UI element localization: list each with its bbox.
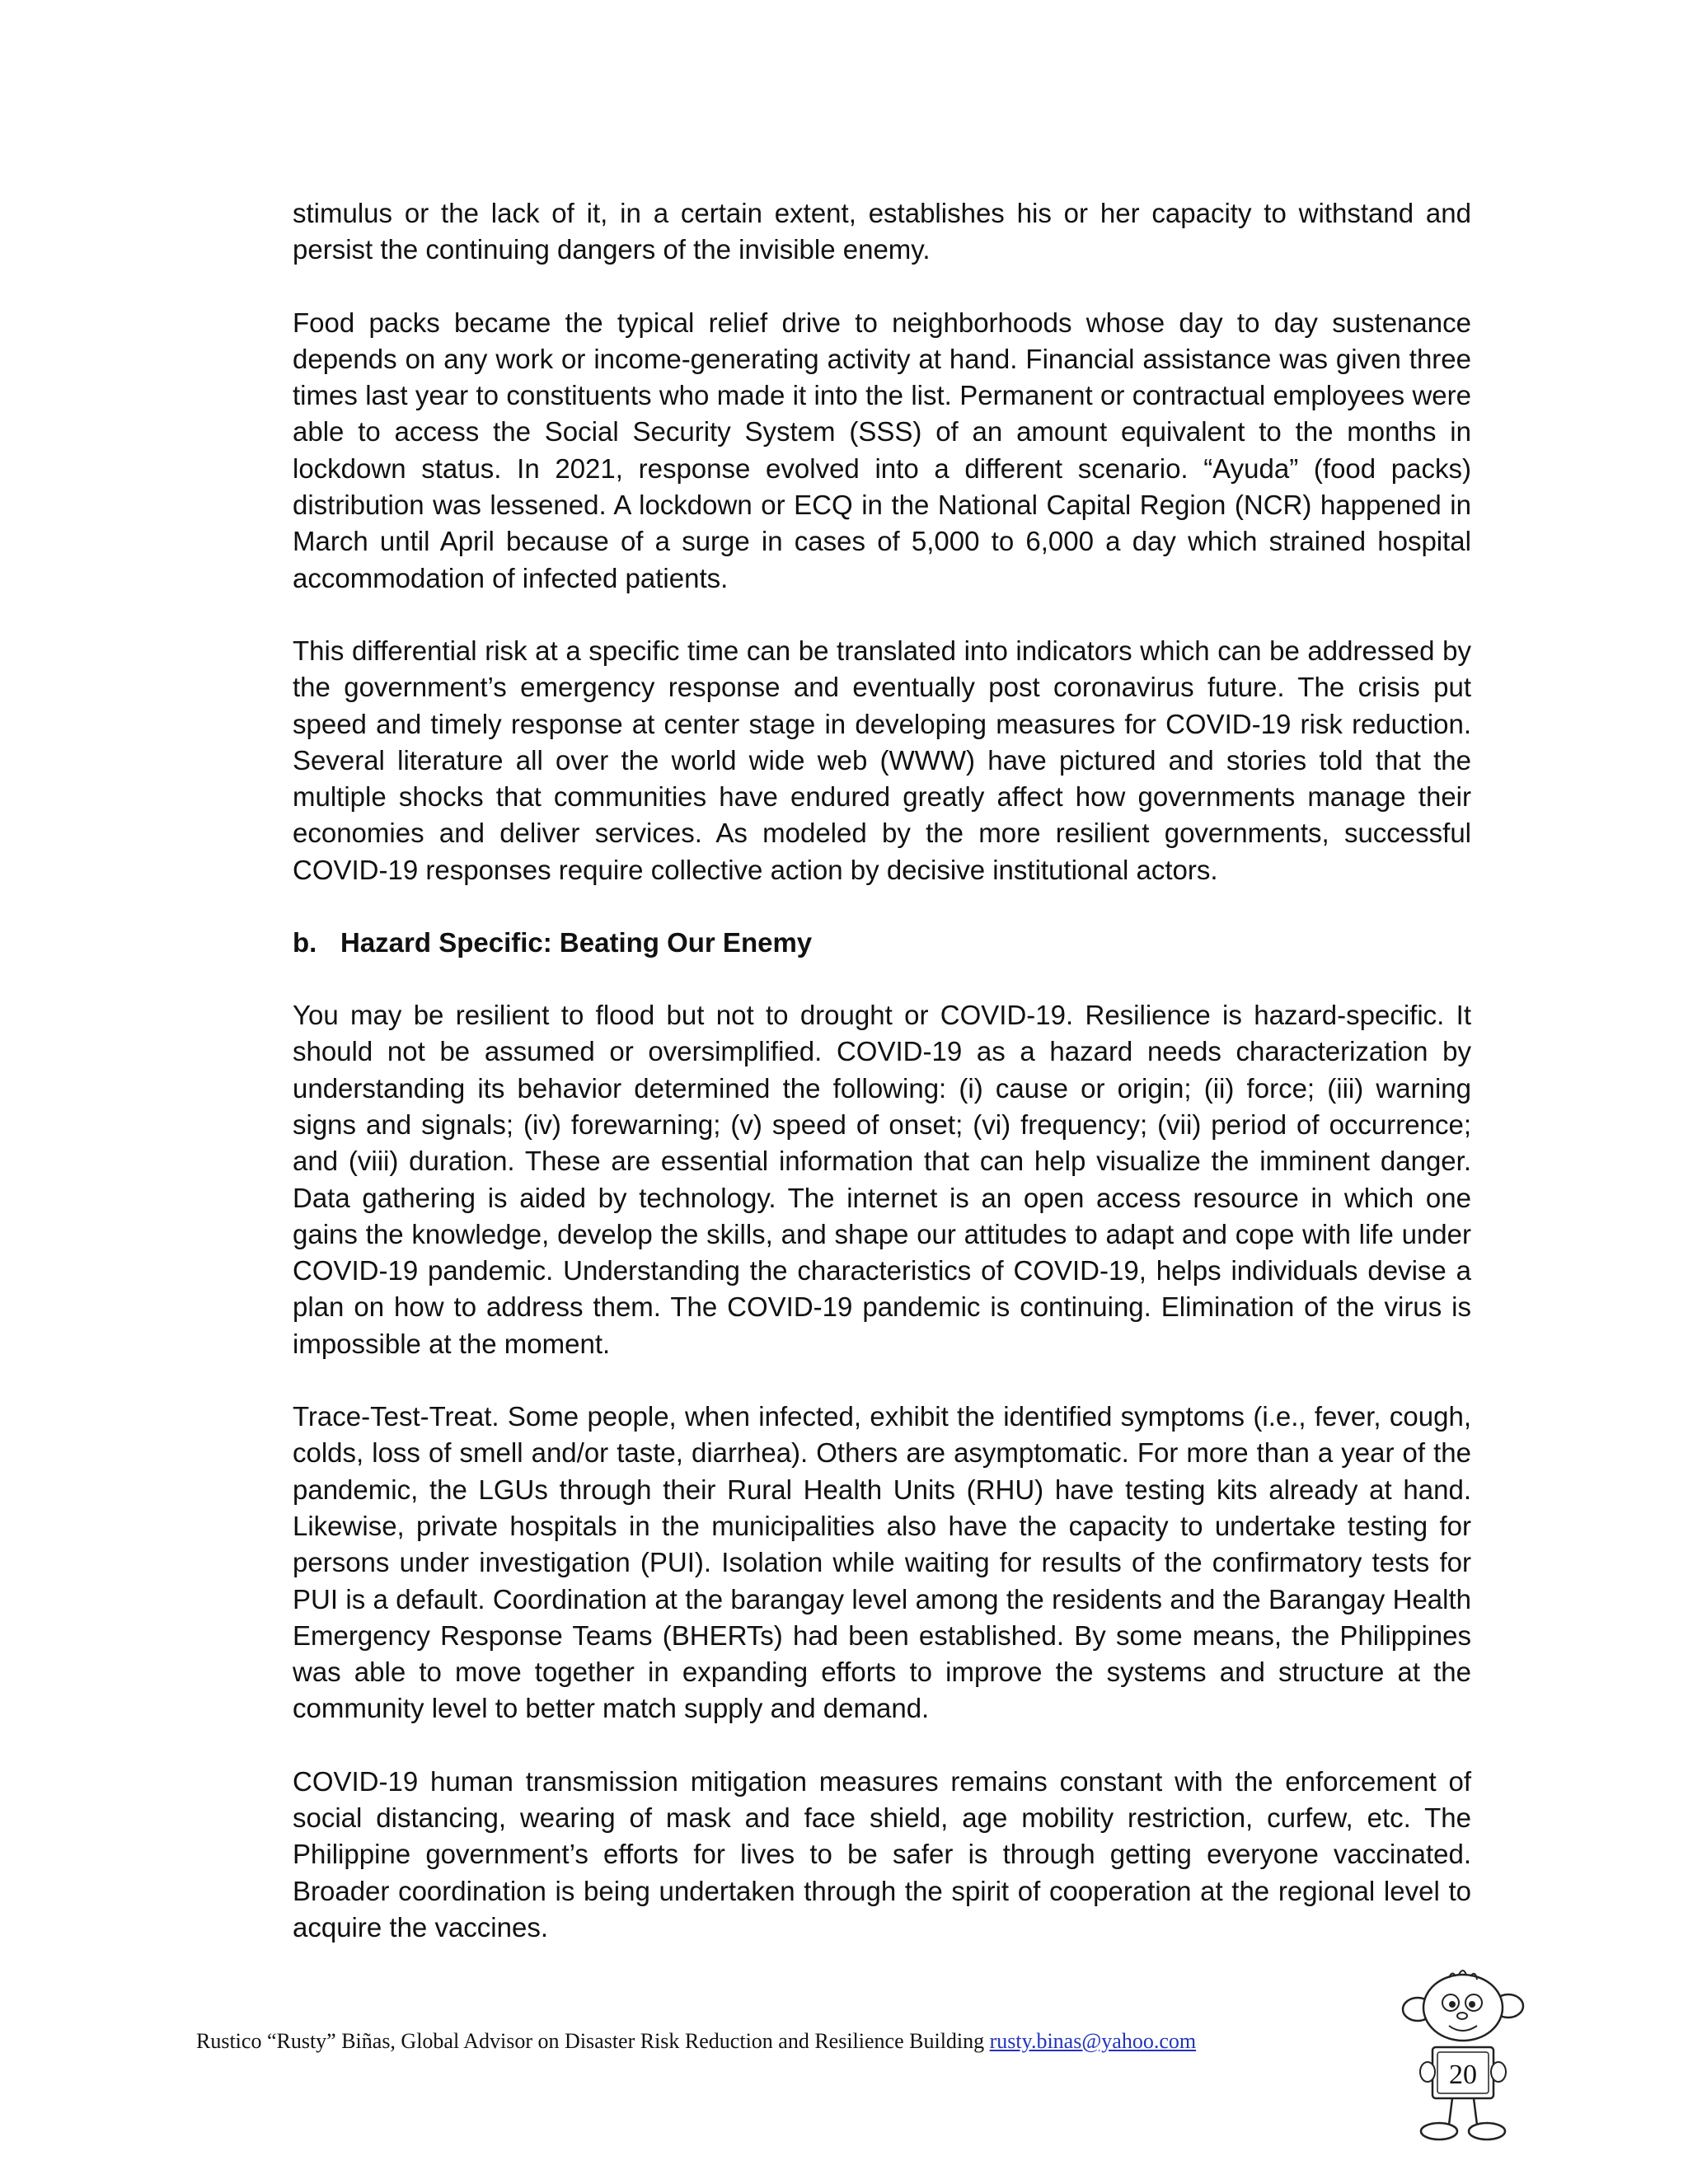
page-number: 20 [1449, 2060, 1477, 2090]
mascot-page-number [1401, 1968, 1525, 2149]
section-paragraph-3: COVID-19 human transmission mitigation measures remains constant with the enforcement of social distancing, wearing of mask and face shield, age mobility restriction, curfew, etc. The Philippine government’s efforts for lives to be safer is through getting everyone vaccinated. Broader coordination is being undertaken through the spirit of cooperation at the regional level to acquire the vaccines. [293, 1765, 1471, 1943]
page-footer [196, 2029, 1196, 2054]
footer-email-link[interactable]: rusty.binas@yahoo.com [989, 2029, 1197, 2053]
section-heading-marker: b. [293, 927, 317, 958]
section-paragraph-1: You may be resilient to flood but not to drought or COVID-19. Resilience is hazard-specific. It should not be assumed or oversimplified. COVID-19 as a hazard needs characterization by understanding its behavior determined the following: (i) cause or origin; (ii) force; (iii) warning signs and signals; (iv) forewarning; (v) speed of onset; (vi) frequency; (vii) period of occurrence; and (viii) duration. These are essential information that can help visualize the imminent danger. Data gathering is aided by technology. The internet is an open access resource in which one gains the knowledge, develop the skills, and shape our attitudes to adapt and cope with life under COVID-19 pandemic. Understanding the characteristics of COVID-19, helps individuals devise a plan on how to address them. The COVID-19 pandemic is continuing. Elimination of the virus is impossible at the moment. [293, 1000, 1471, 1359]
section-heading [293, 925, 1471, 961]
footer-author: Rustico “Rusty” Biñas, Global Advisor on Disaster Risk Reduction and Resilience Building [196, 2029, 990, 2053]
section-paragraph-2: Trace-Test-Treat. Some people, when infected, exhibit the identified symptoms (i.e., fever, cough, colds, loss of smell and/or taste, diarrhea). Others are asymptomatic. For more than a year of the pandemic, the LGUs through their Rural Health Units (RHU) have testing kits already at hand. Likewise, private hospitals in the municipalities also have the capacity to undertake testing for persons under investigation (PUI). Isolation while waiting for results of the confirmatory tests for PUI is a default. Coordination at the barangay level among the residents and the Barangay Health Emergency Response Teams (BHERTs) had been established. By some means, the Philippines was able to move together in expanding efforts to improve the systems and structure at the community level to better match supply and demand. [293, 1401, 1471, 1724]
section-heading-title: Hazard Specific: Beating Our Enemy [340, 927, 813, 958]
paragraph-2: Food packs became the typical relief drive to neighborhoods whose day to day sustenance depends on any work or income-generating activity at hand. Financial assistance was given three times last year to constituents who made it into the list. Permanent or contractual employees were able to access the Social Security System (SSS) of an amount equivalent to the months in lockdown status. In 2021, response evolved into a different scenario. “Ayuda” (food packs) distribution was lessened. A lockdown or ECQ in the National Capital Region (NCR) happened in March until April because of a surge in cases of 5,000 to 6,000 a day which strained hospital accommodation of infected patients. [293, 307, 1471, 593]
document-body [293, 195, 1471, 1982]
paragraph-3: This differential risk at a specific time can be translated into indicators which can be addressed by the government’s emergency response and eventually post coronavirus future. The crisis put speed and timely response at center stage in developing measures for COVID-19 risk reduction. Several literature all over the world wide web (WWW) have pictured and stories told that the multiple shocks that communities have endured greatly affect how governments manage their economies and deliver services. As modeled by the more resilient governments, successful COVID-19 responses require collective action by decisive institutional actors. [293, 635, 1471, 885]
paragraph-1: stimulus or the lack of it, in a certain extent, establishes his or her capacity to withstand and persist the continuing dangers of the invisible enemy. [293, 198, 1471, 265]
